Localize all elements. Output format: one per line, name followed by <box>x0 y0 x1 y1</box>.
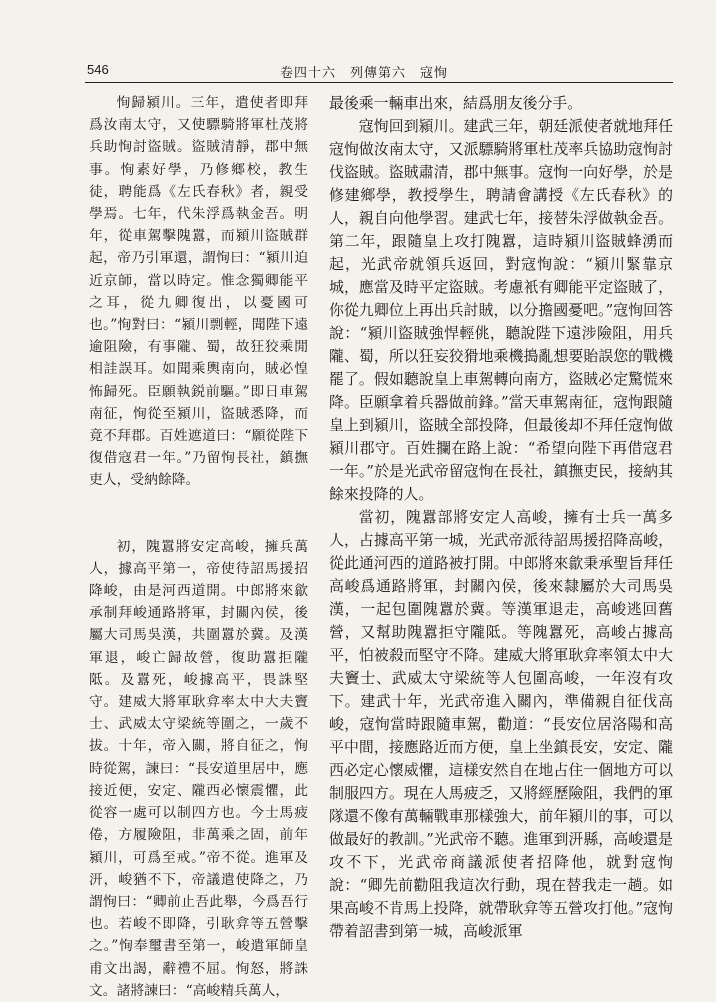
page-number: 546 <box>87 62 109 77</box>
translation-paragraph: 當初，隗囂部將安定人高峻，擁有士兵一萬多人，占據高平第一城，光武帝派待詔馬援招降高峻，從此通河西的道路被打開。中郎將來歙秉承聖旨拜任高峻爲通路將軍，封關內侯，後來隸屬於大司馬吳漢，一起包圍隗囂於冀。等漢軍退走，高峻逃回舊營，又幫助隗囂拒守隴阺。等隗囂死，高峻占據高平，怕被殺而堅守不降。建威大將軍耿弇率領太中大夫竇士、武威太守梁統等人包圍高峻，一年沒有攻下。建武十年，光武帝進入關內，準備親自征伐高峻，寇恂當時跟隨車駕，勸道：“長安位居洛陽和高平中間，接應路近而方便，皇上坐鎮長安，安定、隴西必定心懷威懼，這樣安然自在地占住一個地方可以制服四方。現在人馬疲乏，又將經歷險阻，我們的軍隊還不像有萬輛戰車那樣強大，前年潁川的事，可以做最好的教訓。”光武帝不聽。進軍到汧縣，高峻還是攻不下，光武帝商議派使者招降他，就對寇恂說：“卿先前勸阻我這次行動，現在替我走一趟。如果高峻不肯馬上投降，就帶耿弇等五營攻打他。”寇恂帶着詔書到第一城，高峻派軍 <box>329 508 673 940</box>
translation-paragraph: 寇恂回到潁川。建武三年，朝廷派使者就地拜任寇恂做汝南太守，又派驃騎將軍杜茂率兵協助寇恂討伐盜賊。盜賊肅清，郡中無事。寇恂一向好學，於是修建鄉學，教授學生，聘請會講授《左氏春秋》的人，親自向他學習。建武七年，接替朱浮做執金吾。第二年，跟隨皇上攻打隗囂，這時潁川盜賊蜂湧而起，光武帝就領兵返回，對寇恂說：“潁川緊靠京城，應當及時平定盜賊。考慮衹有卿能平定盜賊了，你從九卿位上再出兵討賊，以分擔國憂吧。”寇恂回答說：“潁川盜賊強悍輕佻，聽說陛下遠涉險阻，用兵隴、蜀，所以狂妄狡猾地乘機搗亂想要貽誤您的戰機罷了。假如聽說皇上車駕轉向南方，盜賊必定驚慌來降。臣願拿着兵器做前鋒。”當天車駕南征，寇恂跟隨皇上到潁川，盜賊全部投降，但最後却不拜任寇恂做潁川郡守。百姓攔在路上說：“希望向陛下再借寇君一年。”於是光武帝留寇恂在長社，鎮撫吏民，接納其餘來投降的人。 <box>329 117 673 503</box>
classical-paragraph: 初，隗囂將安定高峻，擁兵萬人，據高平第一，帝使待詔馬援招降峻，由是河西道開。中郎將來歙承制拜峻通路將軍，封關內侯，後屬大司馬吳漢，共圍囂於冀。及漢軍退，峻亡歸故營，復助囂拒隴阺。及囂死，峻據高平，畏誅堅守。建威大將軍耿弇率太中大夫竇士、武威太守梁統等圍之，一歲不拔。十年，帝入關，將自征之，恂時從駕，諫曰：“長安道里居中，應接近便，安定、隴西必懷震懼，此從容一處可以制四方也。今士馬疲倦，方履險阻，非萬乘之固，前年潁川，可爲至戒。”帝不從。進軍及汧，峻猶不下，帝議遣使降之，乃謂恂曰：“卿前止吾此舉，今爲吾行也。若峻不即降，引耿弇等五營擊之。”恂奉璽書至第一，峻遣軍師皇甫文出謁，辭禮不屈。恂怒，將誅文。諸將諫曰：“高峻精兵萬人， <box>89 538 308 999</box>
translation-column <box>329 92 673 943</box>
classical-text-column <box>89 92 308 1002</box>
header-rule <box>85 82 673 83</box>
translation-opening-line: 最後乘一輛車出來，結爲朋友後分手。 <box>329 94 583 112</box>
classical-paragraph: 恂歸潁川。三年，遣使者即拜爲汝南太守，又使驃騎將軍杜茂將兵助恂討盜賊。盜賊清靜，郡中無事。恂素好學，乃修鄉校，教生徒，聘能爲《左氏春秋》者，親受學焉。七年，代朱浮爲執金吾。明年，從車駕擊隗囂，而潁川盜賊群起，帝乃引軍還，謂恂曰：“潁川迫近京師，當以時定。惟念獨卿能平之耳，從九卿復出，以憂國可也。”恂對曰：“潁川剽輕，聞陛下遠逾阻險，有事隴、蜀，故狂狡乘閒相詿誤耳。如聞乘輿南向，賊必惶怖歸死。臣願執鋭前驅。”即日車駕南征，恂從至潁川，盜賊悉降，而竟不拜郡。百姓遮道曰：“願從陛下復借寇君一年。”乃留恂長社，鎮撫吏人，受納餘降。 <box>89 95 308 489</box>
running-head: 卷四十六 列傳第六 寇恂 <box>280 66 449 81</box>
